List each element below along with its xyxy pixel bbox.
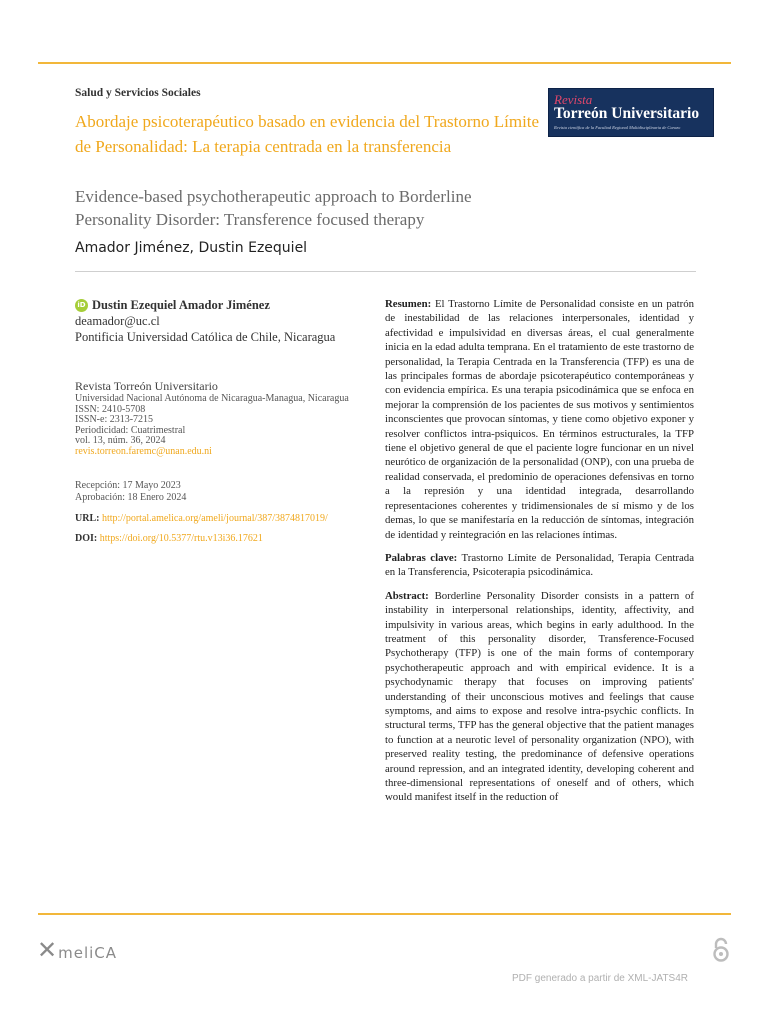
pdf-generated-note: PDF generado a partir de XML-JATS4R	[512, 973, 689, 984]
author-email: deamador@uc.cl	[75, 314, 160, 328]
abstract-text: Borderline Personality Disorder consists in a pattern of instability in interpersonal relationships, identity, affectivity, and impulsivity in various areas, which begins in early adulthood. In the treatment of this personality disorder, Transference-Focused Psychotherapy (TFP) is one of the main forms of contemporary psychotherapeutic approach and with empirical evidence. It is a psychodynamic therapy that focuses on improving patients' understanding of their unconscious motives and feelings that cause symptoms, and aims to expose and resolve intra-psychic conflicts. In structural terms, TFP has the general objective that the patient manages to function at a neurotic level of personality organization (NPO), with preserved reality testing, the predominance of defensive operations around repression, and an integrated identity, developing coherent and three-dimensional representations of oneself and of others, which would manifest itself in the reduction of	[385, 589, 694, 804]
bottom-rule	[38, 913, 731, 915]
logo-line-2: Torreón Universitario	[554, 105, 700, 122]
journal-volume: vol. 13, núm. 36, 2024	[75, 435, 166, 447]
url-line	[75, 513, 328, 524]
journal-name: Revista Torreón Universitario	[75, 379, 218, 393]
author-affiliation: Pontificia Universidad Católica de Chile, Nicaragua	[75, 330, 336, 344]
keywords-label: Palabras clave:	[385, 551, 458, 564]
resumen-paragraph	[385, 297, 694, 542]
header-divider	[75, 271, 696, 272]
resumen-text: El Trastorno Límite de Personalidad consiste en un patrón de inestabilidad de las relaciones interpersonales, identidad y afectividad e impulsividad en diversas áreas, el cual generalmente inicia en la edad adulta temprana. En el tratamiento de este trastorno de personalidad, la Terapia Centrada en la Transferencia (TFP) es una de las principales formas de abordaje psicoterapéutico contemporáneas y con evidencia empírica. Es una terapia psicodinámica que se enfoca en mejorar la comprensión de los pacientes de sus motivos y sentimientos inconscientes que provocan síntomas, y tiene como objetivo exponer y resolver conflictos intra-psiquicos. En términos estructurales, la TFP tiene el objetivo general de que el paciente logre funcionar en un nivel neurótico de organización de la personalidad (ONP), con una prueba de realidad conservada, el predominio de operaciones defensivas en torno a la represión y una identidad integrada, desarrollando representaciones coherentes y tridimensionales de sí mismo y de los demas, lo que se manifestaría en la reducción de síntomas, integración de identidad y reintegración en las relaciones íntimas.	[385, 298, 694, 541]
amelica-wordmark: meliCA	[58, 944, 118, 962]
approved-date: Aprobación: 18 Enero 2024	[75, 491, 187, 503]
section-label: Salud y Servicios Sociales	[75, 87, 201, 99]
abstract-paragraph	[385, 589, 694, 805]
author-name-row	[75, 298, 365, 313]
amelica-logo-icon: ✕	[37, 936, 58, 964]
keywords-paragraph	[385, 551, 694, 580]
abstract-column	[385, 297, 694, 814]
dates-block	[75, 480, 186, 503]
journal-issn: ISSN: 2410-5708	[75, 403, 146, 415]
journal-issn-e: ISSN-e: 2313-7215	[75, 414, 154, 426]
orcid-icon[interactable]: iD	[75, 299, 88, 312]
authors-line: Amador Jiménez, Dustin Ezequiel	[75, 240, 308, 256]
journal-info	[75, 380, 365, 458]
journal-email-link[interactable]: revis.torreon.faremc@unan.edu.ni	[75, 445, 212, 457]
journal-logo	[548, 88, 714, 137]
url-label: URL:	[75, 513, 100, 524]
abstract-label: Abstract:	[385, 589, 429, 602]
title-spanish: Abordaje psicoterapéutico basado en evidencia del Trastorno Límite de Personalidad: La terapia centrada en la transferencia	[75, 112, 540, 156]
author-name: Dustin Ezequiel Amador Jiménez	[92, 298, 270, 312]
keywords-text: Trastorno Límite de Personalidad, Terapia Centrada en la Transferencia, Psicoterapia psicodinámica.	[385, 551, 694, 579]
received-date: Recepción: 17 Mayo 2023	[75, 480, 181, 491]
journal-periodicity: Periodicidad: Cuatrimestral	[75, 424, 186, 436]
doi-link[interactable]: https://doi.org/10.5377/rtu.v13i36.17621	[99, 533, 263, 544]
author-block	[75, 298, 365, 345]
doi-label: DOI:	[75, 533, 98, 544]
amelica-brand[interactable]	[37, 938, 117, 962]
url-link[interactable]: http://portal.amelica.org/ameli/journal/387/3874817019/	[101, 513, 328, 524]
logo-line-3: Revista científica de la Facultad Regional Multidisciplinaria de Carazo	[554, 125, 681, 130]
top-rule	[38, 62, 731, 64]
logo-line-1: Revista	[554, 92, 593, 107]
open-access-icon	[711, 937, 731, 969]
doi-line	[75, 533, 263, 544]
resumen-label: Resumen:	[385, 298, 432, 310]
journal-publisher: Universidad Nacional Autónoma de Nicaragua-Managua, Nicaragua	[75, 393, 349, 404]
title-english: Evidence-based psychotherapeutic approach to Borderline Personality Disorder: Transference focused therapy	[75, 187, 472, 229]
